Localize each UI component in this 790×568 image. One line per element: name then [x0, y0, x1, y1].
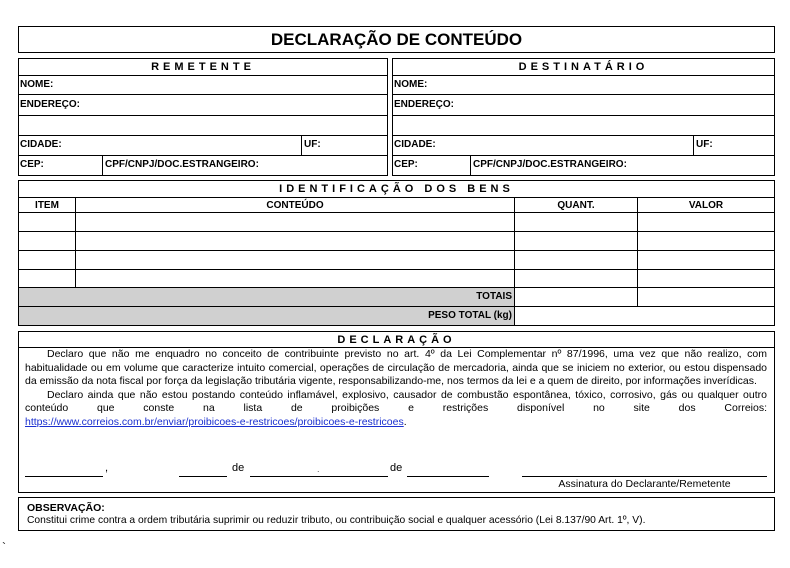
declaracao-section: [18, 331, 775, 493]
remetente-endereco-label: ENDEREÇO:: [20, 99, 81, 110]
divider: [19, 94, 387, 95]
period-text: .: [403, 415, 407, 428]
table-col-line: [75, 197, 76, 287]
divider: [19, 115, 387, 116]
remetente-section: [18, 58, 388, 176]
divider: [393, 135, 774, 136]
divider: [393, 155, 774, 156]
month-dot-text: .: [317, 464, 320, 474]
divider: [19, 135, 387, 136]
table-row-line: [19, 250, 774, 251]
divider: [19, 155, 387, 156]
divider: [470, 155, 471, 175]
col-quant-header: QUANT.: [557, 200, 595, 211]
divider: [19, 197, 774, 198]
bens-header: IDENTIFICAÇÃO DOS BENS: [279, 183, 514, 195]
declaracao-body: [25, 348, 767, 430]
remetente-cep-label: CEP:: [20, 159, 44, 170]
correios-link[interactable]: https://www.correios.com.br/enviar/proibicoes-e-restricoes/proibicoes-e-restricoes: [25, 415, 404, 428]
divider: [301, 135, 302, 155]
year-line: [407, 476, 489, 477]
stray-mark: `: [2, 540, 6, 554]
divider: [102, 155, 103, 175]
signature-caption: Assinatura do Declarante/Remetente: [558, 478, 731, 490]
remetente-uf-label: UF:: [304, 139, 321, 150]
divider: [19, 75, 387, 76]
remetente-nome-label: NOME:: [20, 79, 54, 90]
destinatario-section: [392, 58, 775, 176]
de-text-2: de: [390, 462, 403, 474]
peso-total-label: PESO TOTAL (kg): [428, 310, 512, 321]
table-row-line: [19, 212, 774, 213]
col-valor-header: VALOR: [688, 200, 724, 211]
destinatario-header: DESTINATÁRIO: [518, 61, 649, 73]
title-box: [18, 26, 775, 53]
destinatario-uf-label: UF:: [696, 139, 713, 150]
declaracao-paragraph-2: [25, 389, 767, 416]
observacao-section: [18, 497, 775, 531]
page-title: DECLARAÇÃO DE CONTEÚDO: [270, 30, 523, 49]
destinatario-endereco-label: ENDEREÇO:: [394, 99, 455, 110]
observacao-label: OBSERVAÇÃO:: [27, 502, 105, 514]
remetente-header: REMETENTE: [151, 61, 255, 73]
declaracao-header: DECLARAÇÃO: [337, 334, 456, 346]
comma-text: ,: [105, 462, 109, 474]
month-line: [250, 476, 388, 477]
destinatario-cep-label: CEP:: [394, 159, 418, 170]
divider: [693, 135, 694, 155]
destinatario-nome-label: NOME:: [394, 79, 428, 90]
col-conteudo-header: CONTEÚDO: [266, 200, 324, 211]
table-row-line: [19, 269, 774, 270]
destinatario-cidade-label: CIDADE:: [394, 139, 436, 150]
observacao-text: Constitui crime contra a ordem tributária suprimir ou reduzir tributo, ou contribuição social e qualquer acessório (Lei 8.137/90 Art. 1º, V).: [27, 515, 646, 526]
de-text-1: de: [232, 462, 245, 474]
local-line: [25, 476, 103, 477]
bens-section: [18, 180, 775, 326]
table-row-line: [19, 231, 774, 232]
remetente-doc-label: CPF/CNPJ/DOC.ESTRANGEIRO:: [105, 159, 259, 170]
divider: [393, 115, 774, 116]
declaracao-paragraph-1: [25, 348, 767, 389]
signature-line: [522, 476, 767, 477]
divider: [393, 94, 774, 95]
divider: [393, 75, 774, 76]
totais-label: TOTAIS: [476, 291, 512, 302]
declaracao-paragraph-3: [25, 416, 767, 430]
destinatario-doc-label: CPF/CNPJ/DOC.ESTRANGEIRO:: [473, 159, 627, 170]
col-item-header: ITEM: [35, 200, 59, 211]
remetente-cidade-label: CIDADE:: [20, 139, 62, 150]
declaracao-text-2: Declaro ainda que não estou postando conteúdo inflamável, explosivo, causador de combustão espontânea, tóxico, corrosivo, gás ou qualquer outro conteúdo que conste na lista de proibições e restrições disponível no site dos Correios:: [25, 388, 767, 415]
day-line: [179, 476, 227, 477]
table-col-line: [637, 197, 638, 306]
declaracao-text-1: Declaro que não me enquadro no conceito de contribuinte previsto no art. 4º da Lei Complementar nº 87/1996, uma vez que não realizo, com habitualidade ou em volume que caracterize intuito comercial, operações de circulação de mercadoria, ainda que se iniciem no exterior, ou estou dispensado da emissão da nota fiscal por força da legislação tributária vigente, responsabilizando-me, nos termos da lei e a quem de direito, por informações inverídicas.: [25, 348, 767, 388]
